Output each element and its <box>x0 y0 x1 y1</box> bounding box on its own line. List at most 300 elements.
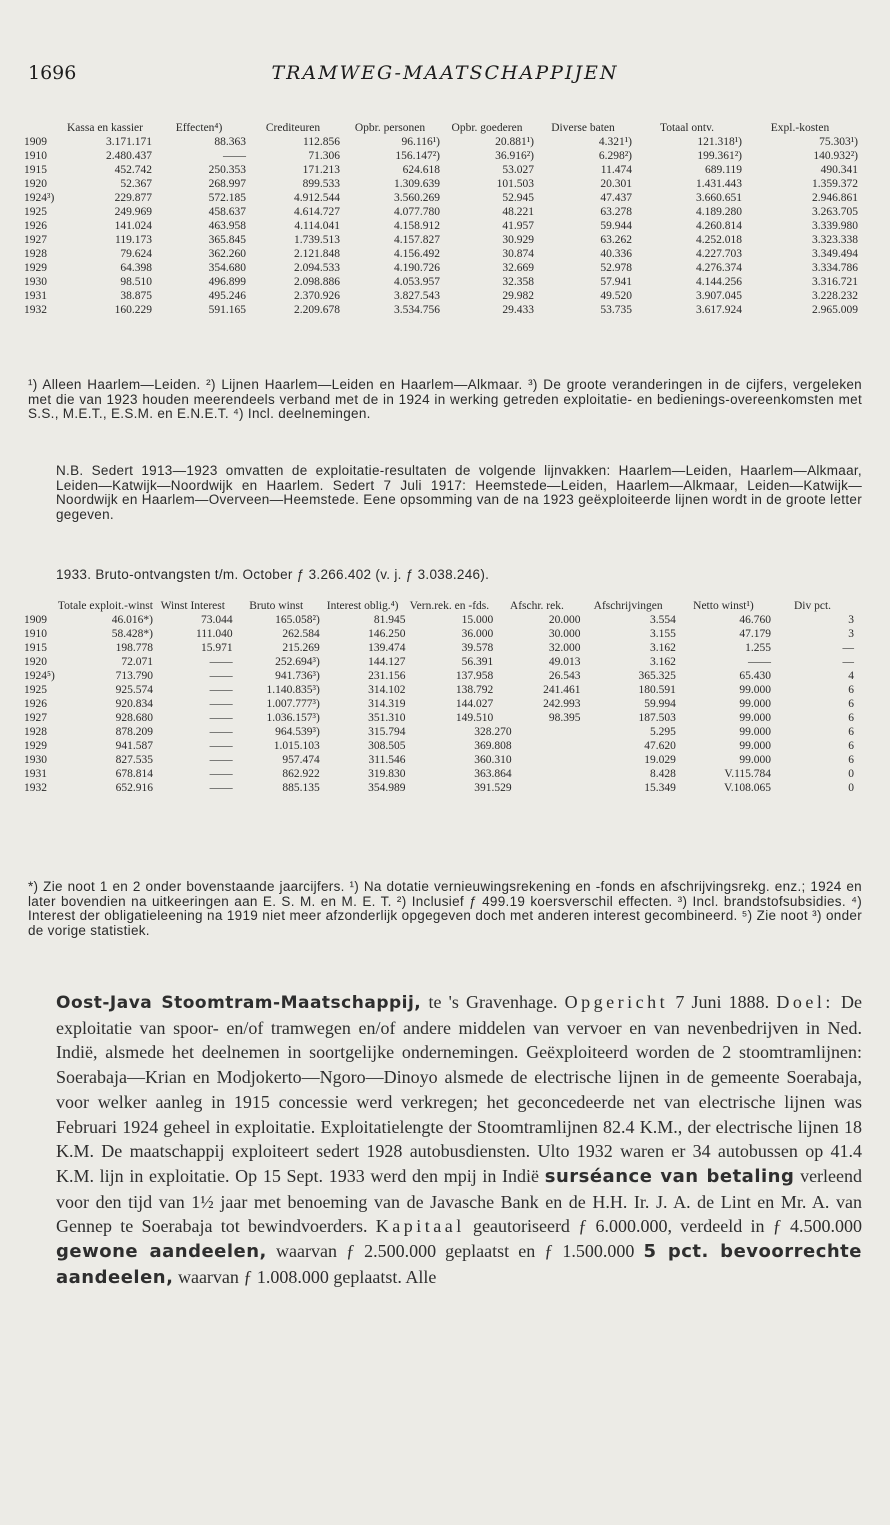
table1-year-cell: 1909 <box>24 136 47 148</box>
table2-value-cell: — <box>842 656 854 668</box>
table2-value-cell: 146.250 <box>368 628 406 640</box>
page-header <box>28 62 862 88</box>
table1-value-cell: 49.520 <box>600 290 632 302</box>
table1-value-cell: 463.958 <box>208 220 246 232</box>
table2-value-cell: — <box>842 642 854 654</box>
table1-value-cell: 3.349.494 <box>812 248 858 260</box>
table1-value-cell: 624.618 <box>402 164 440 176</box>
surseance-term: surséance van betaling <box>544 1165 795 1187</box>
table1-value-cell: 98.510 <box>120 276 152 288</box>
table2-value-cell: 308.505 <box>368 740 406 752</box>
table2-value-cell: 314.102 <box>368 684 406 696</box>
table2-col-header: Netto winst¹) <box>693 600 754 612</box>
table2-value-cell: 99.000 <box>739 684 772 696</box>
table1-row <box>24 177 858 191</box>
table2-value-cell: 391.529 <box>474 782 512 794</box>
company-article <box>28 990 862 1290</box>
table2-value-cell: 827.535 <box>115 754 153 766</box>
table2-value-cell: 149.510 <box>455 712 494 724</box>
table1-value-cell: 2.098.886 <box>294 276 340 288</box>
table2-value-cell: 3.162 <box>649 656 676 668</box>
table1-value-cell: 2.370.926 <box>294 290 340 302</box>
table1-col-header: Effecten⁴) <box>175 122 223 134</box>
table2-value-cell: 56.391 <box>461 656 494 668</box>
table1-value-cell: 29.982 <box>502 290 534 302</box>
table2-value-cell: 319.830 <box>368 768 406 780</box>
table1-value-cell: 36.916²) <box>495 150 534 162</box>
table1-value-cell: 3.171.171 <box>106 136 152 148</box>
table1-value-cell: 79.624 <box>120 248 152 260</box>
table2-value-cell: 46.016*) <box>111 614 153 626</box>
table1-row <box>24 261 858 275</box>
table1-value-cell: 88.363 <box>214 136 246 148</box>
table2-value-cell: —— <box>209 740 233 752</box>
table2-value-cell: 72.071 <box>121 656 153 668</box>
table2-value-cell: 311.546 <box>368 754 406 766</box>
table2-col-header: Interest oblig.⁴) <box>326 600 399 612</box>
table2-year-cell: 1920 <box>24 656 47 668</box>
table2-value-cell: 26.543 <box>548 670 581 682</box>
table1-col-header: Totaal ontv. <box>659 122 715 134</box>
receipts-1933-line: 1933. Bruto-ontvangsten t/m. October ƒ 3.266.402 (v. j. ƒ 3.038.246). <box>56 567 490 582</box>
table1-value-cell: 3.534.756 <box>394 304 440 316</box>
table2-value-cell: —— <box>748 656 772 668</box>
table1-value-cell: 40.336 <box>600 248 632 260</box>
table1-value-cell: 140.932²) <box>813 150 858 162</box>
table1-col-header: Diverse baten <box>551 122 615 134</box>
table1-col-header: Expl.-kosten <box>770 122 830 134</box>
table2-value-cell: 1.140.835³) <box>266 684 320 696</box>
table1-value-cell: 4.053.957 <box>394 276 440 288</box>
kapitaal-text-1: geautoriseerd ƒ 6.000.000, verdeeld in ƒ 4.500.000 <box>472 1216 862 1237</box>
table2-value-cell: 5.295 <box>649 726 676 738</box>
table2-row <box>24 725 854 739</box>
table2-col-header: Bruto winst <box>249 600 304 612</box>
table1-value-cell: 1.359.372 <box>812 178 858 190</box>
table2-value-cell: 1.015.103 <box>273 740 320 752</box>
table1-value-cell: 156.147²) <box>395 150 440 162</box>
table2-value-cell: —— <box>209 670 233 682</box>
table1-value-cell: 268.997 <box>208 178 246 190</box>
table2-value-cell: 241.461 <box>543 684 581 696</box>
table1-value-cell: 30.874 <box>502 248 534 260</box>
table1-value-cell: 20.881¹) <box>495 136 534 148</box>
table2-value-cell: 1.255 <box>745 642 772 654</box>
table2-col-header: Afschr. rek. <box>509 600 564 612</box>
table2-value-cell: 314.319 <box>368 698 406 710</box>
table1-year-cell: 1926 <box>24 220 47 232</box>
table1-value-cell: 2.121.848 <box>294 248 340 260</box>
table2-value-cell: 878.209 <box>115 726 153 738</box>
preference-shares: 5 pct. bevoorrechte aandeelen, <box>56 1241 862 1288</box>
table2-value-cell: 6 <box>848 698 854 710</box>
table2-row <box>24 767 854 781</box>
table1-value-cell: 38.875 <box>120 290 152 302</box>
table2-value-cell: 885.135 <box>282 782 320 794</box>
table2-year-cell: 1924⁵) <box>24 670 55 682</box>
table1-value-cell: 119.173 <box>115 234 152 246</box>
table2-value-cell: —— <box>209 726 233 738</box>
table1-value-cell: 4.252.018 <box>696 234 742 246</box>
table2-value-cell: 198.778 <box>115 642 153 654</box>
table1-value-cell: 2.946.861 <box>812 192 858 204</box>
article-body <box>28 990 862 1290</box>
table2-value-cell: 652.916 <box>115 782 153 794</box>
table2-value-cell: 4 <box>848 670 854 682</box>
table1-year-cell: 1925 <box>24 206 47 218</box>
company-seat: te 's Gravenhage. <box>428 992 558 1012</box>
table2-year-cell: 1910 <box>24 628 47 640</box>
table1-row <box>24 205 858 219</box>
table1-value-cell: 250.353 <box>208 164 246 176</box>
table2-value-cell: 99.000 <box>739 726 772 738</box>
table1-value-cell: 689.119 <box>705 164 742 176</box>
table1-value-cell: 141.024 <box>114 220 152 232</box>
table1-value-cell: 71.306 <box>308 150 340 162</box>
table2-value-cell: 862.922 <box>282 768 320 780</box>
table1-value-cell: 4.157.827 <box>394 234 440 246</box>
table2-value-cell: 351.310 <box>368 712 406 724</box>
table2-row <box>24 613 854 627</box>
table2-row <box>24 739 854 753</box>
table2-value-cell: 49.013 <box>548 656 581 668</box>
table1-value-cell: 3.334.786 <box>812 262 858 274</box>
table1-value-cell: 96.116¹) <box>401 136 440 148</box>
table2-row <box>24 669 854 683</box>
table1-value-cell: 496.899 <box>208 276 246 288</box>
table2-value-cell: 941.736³) <box>275 670 320 682</box>
table2-value-cell: V.108.065 <box>723 782 772 794</box>
table1-value-cell: 32.358 <box>502 276 534 288</box>
table2-value-cell: 99.000 <box>739 712 772 724</box>
table1-value-cell: 490.341 <box>820 164 858 176</box>
table2-value-cell: 0 <box>848 768 854 780</box>
table1-value-cell: 53.027 <box>502 164 534 176</box>
table1-value-cell: 899.533 <box>302 178 340 190</box>
table1-value-cell: 4.189.280 <box>696 206 742 218</box>
table1-value-cell: 48.221 <box>502 206 534 218</box>
table1-value-cell: 229.877 <box>114 192 152 204</box>
table2-row <box>24 655 854 669</box>
surseance-text: verleend voor den tijd van 1½ jaar met benoeming van de Javasche Bank en de H.H. Ir. J. A. de Lint en Mr. A. van Gennep te Soerabaja tot bewindvoerders. <box>56 1165 863 1237</box>
table2-value-cell: 3.155 <box>649 628 676 640</box>
table1-value-cell: 3.617.924 <box>696 304 742 316</box>
table1-year-cell: 1932 <box>24 304 47 316</box>
table2-value-cell: 187.503 <box>638 712 676 724</box>
table2-value-cell: 139.474 <box>368 642 406 654</box>
table2-value-cell: 47.179 <box>739 628 772 640</box>
table1-value-cell: 20.301 <box>600 178 632 190</box>
table1-value-cell: 3.339.980 <box>812 220 858 232</box>
kapitaal-text-2: waarvan ƒ 2.500.000 geplaatst en ƒ 1.500.000 <box>275 1241 635 1262</box>
table1-value-cell: 63.262 <box>600 234 632 246</box>
table1-value-cell: 354.680 <box>208 262 246 274</box>
table2-col-header: Totale exploit.-winst <box>57 600 153 612</box>
table1-row <box>24 149 858 163</box>
table2-value-cell: 15.349 <box>644 782 676 794</box>
table2-col-header: Winst Interest <box>160 600 225 612</box>
table1-value-cell: 4.276.374 <box>696 262 742 274</box>
table2-value-cell: —— <box>209 684 233 696</box>
table2-year-cell: 1930 <box>24 754 47 766</box>
table2-value-cell: 19.029 <box>644 754 676 766</box>
kapitaal-label: Kapitaal <box>375 1216 465 1237</box>
table1-row <box>24 275 858 289</box>
table1-value-cell: 52.367 <box>120 178 152 190</box>
table2-value-cell: 928.680 <box>115 712 153 724</box>
table2-year-cell: 1932 <box>24 782 47 794</box>
table2-value-cell: 215.269 <box>282 642 320 654</box>
table2-col-header: Div pct. <box>793 600 832 612</box>
table1-value-cell: 32.669 <box>502 262 534 274</box>
table2-value-cell: 941.587 <box>115 740 153 752</box>
table2-value-cell: 354.989 <box>368 782 406 794</box>
table2-value-cell: 713.790 <box>115 670 153 682</box>
table2-value-cell: 98.395 <box>548 712 581 724</box>
table2-value-cell: 39.578 <box>461 642 494 654</box>
table1-value-cell: 121.318¹) <box>697 136 742 148</box>
table2-value-cell: 262.584 <box>282 628 320 640</box>
table2-row <box>24 711 854 725</box>
table2-value-cell: 36.000 <box>461 628 494 640</box>
receipts-1933-note <box>28 568 862 583</box>
table1-value-cell: 4.260.814 <box>696 220 742 232</box>
table2-value-cell: 32.000 <box>548 642 581 654</box>
table1-value-cell: 2.209.678 <box>294 304 340 316</box>
doel-label: Doel: <box>776 992 834 1012</box>
table2-value-cell: 30.000 <box>548 628 581 640</box>
table1-row <box>24 219 858 233</box>
table2-value-cell: 3 <box>848 614 854 626</box>
table2-value-cell: 6 <box>848 740 854 752</box>
footnote-block: ¹) Alleen Haarlem—Leiden. ²) Lijnen Haarlem—Leiden en Haarlem—Alkmaar. ³) De groote veranderingen in de cijfers, vergeleken met die van 1923 houden meerendeels verband met de in 1924 in werking getreden exploitatie- en bedienings-overeenkomsten met S.S., M.E.T., E.S.M. en E.N.E.T. ⁴) Incl. deelnemingen. <box>28 377 862 422</box>
table1-value-cell: 249.969 <box>114 206 152 218</box>
table1-value-cell: 59.944 <box>600 220 632 232</box>
table2-value-cell: V.115.784 <box>724 768 772 780</box>
table2-value-cell: 0 <box>848 782 854 794</box>
table1-value-cell: 365.845 <box>208 234 246 246</box>
table2-value-cell: 6 <box>848 684 854 696</box>
table1-value-cell: 4.912.544 <box>294 192 340 204</box>
operating-statistics-table <box>24 122 858 317</box>
table2-year-cell: 1926 <box>24 698 47 710</box>
table1-value-cell: 6.298²) <box>598 150 632 162</box>
table2-value-cell: —— <box>209 698 233 710</box>
table2-value-cell: 15.971 <box>200 642 233 654</box>
nb-paragraph: N.B. Sedert 1913—1923 omvatten de exploitatie-resultaten de volgende lijnvakken: Haarlem—Leiden, Haarlem—Alkmaar, Leiden—Katwijk—Noordwijk en Haarlem. Sedert 7 Juli 1917: Heemstede—Leiden, Haarlem—Alkmaar, Leiden—Katwijk—Noordwijk en Haarlem—Overveen—Heemstede. Eene opsomming van de na 1923 geëxploiteerde lijnen wordt in de groote letter gegeven. <box>56 463 862 522</box>
opgericht-date: 7 Juni 1888. <box>675 992 770 1012</box>
table1-value-cell: 64.398 <box>120 262 152 274</box>
table2-value-cell: 180.591 <box>638 684 676 696</box>
table2-value-cell: —— <box>209 656 233 668</box>
table1-value-cell: 11.474 <box>600 164 632 176</box>
table2-row <box>24 697 854 711</box>
table2-value-cell: 81.945 <box>373 614 406 626</box>
table2-value-cell: 8.428 <box>649 768 676 780</box>
table2-year-cell: 1925 <box>24 684 47 696</box>
table1-value-cell: 4.156.492 <box>394 248 440 260</box>
table2-value-cell: 369.808 <box>474 740 512 752</box>
table2-value-cell: —— <box>209 782 233 794</box>
table2-value-cell: 252.694³) <box>275 656 320 668</box>
table2-value-cell: 15.000 <box>461 614 494 626</box>
table1-year-cell: 1931 <box>24 290 47 302</box>
table1-value-cell: —— <box>223 150 246 162</box>
table1-value-cell: 1.739.513 <box>294 234 340 246</box>
table2-value-cell: 59.994 <box>644 698 676 710</box>
table2-row <box>24 753 854 767</box>
table2-value-cell: 360.310 <box>474 754 512 766</box>
table2-value-cell: 925.574 <box>115 684 153 696</box>
table2-value-cell: 6 <box>848 712 854 724</box>
table1-row <box>24 247 858 261</box>
table1-col-header: Crediteuren <box>265 122 321 134</box>
table1-value-cell: 171.213 <box>302 164 340 176</box>
table2-value-cell: 231.156 <box>368 670 406 682</box>
table1-col-header: Opbr. personen <box>354 122 426 134</box>
table2-value-cell: 144.027 <box>455 698 494 710</box>
table1-value-cell: 3.228.232 <box>812 290 858 302</box>
table1-year-cell: 1927 <box>24 234 47 246</box>
table2-value-cell: 6 <box>848 726 854 738</box>
gewone-aandeelen: gewone aandeelen, <box>56 1241 267 1263</box>
table2-value-cell: 73.044 <box>200 614 233 626</box>
table2-value-cell: 3 <box>848 628 854 640</box>
company-name: Oost-Java Stoomtram-Maatschappij, <box>56 993 422 1013</box>
table1-value-cell: 572.185 <box>208 192 246 204</box>
table1-row <box>24 135 858 149</box>
page-number: 1696 <box>28 62 77 84</box>
table1-row <box>24 303 858 317</box>
table1-col-header: Kassa en kassier <box>66 122 143 134</box>
table1-value-cell: 452.742 <box>114 164 152 176</box>
table2-value-cell: 46.760 <box>739 614 772 626</box>
table1-value-cell: 112.856 <box>303 136 340 148</box>
table1-value-cell: 2.480.437 <box>106 150 152 162</box>
table1-value-cell: 362.260 <box>208 248 246 260</box>
nb-note <box>28 464 862 522</box>
table1-value-cell: 52.978 <box>600 262 632 274</box>
table2-year-cell: 1928 <box>24 726 47 738</box>
table1-year-cell: 1920 <box>24 178 47 190</box>
table1-value-cell: 4.190.726 <box>394 262 440 274</box>
table1-value-cell: 4.614.727 <box>294 206 340 218</box>
table1-row <box>24 289 858 303</box>
table2-value-cell: 99.000 <box>739 698 772 710</box>
table1-year-cell: 1915 <box>24 164 47 176</box>
table1-value-cell: 75.303¹) <box>819 136 858 148</box>
table1-value-cell: 30.929 <box>502 234 534 246</box>
table1-value-cell: 4.114.041 <box>294 220 340 232</box>
table2-value-cell: 111.040 <box>196 628 233 640</box>
table2-year-cell: 1927 <box>24 712 47 724</box>
table2-value-cell: 920.834 <box>115 698 153 710</box>
table1-year-cell: 1930 <box>24 276 47 288</box>
table1-year-cell: 1910 <box>24 150 47 162</box>
table1-value-cell: 2.094.533 <box>294 262 340 274</box>
table1-row <box>24 233 858 247</box>
table2-value-cell: 99.000 <box>739 740 772 752</box>
table1-value-cell: 101.503 <box>496 178 534 190</box>
running-title: TRAMWEG-MAATSCHAPPIJEN <box>271 62 619 84</box>
table1-year-cell: 1928 <box>24 248 47 260</box>
table1-value-cell: 47.437 <box>600 192 632 204</box>
table1-value-cell: 4.227.703 <box>696 248 742 260</box>
table2-value-cell: —— <box>209 768 233 780</box>
table1-col-header: Opbr. goederen <box>451 122 523 134</box>
table2-value-cell: 20.000 <box>548 614 581 626</box>
table1-value-cell: 4.321¹) <box>598 136 632 148</box>
table1-year-cell: 1929 <box>24 262 47 274</box>
table1-value-cell: 52.945 <box>502 192 534 204</box>
table1-year-cell: 1924³) <box>24 192 55 204</box>
table1-value-cell: 3.316.721 <box>812 276 858 288</box>
table2-col-header: Vern.rek. en -fds. <box>409 600 490 612</box>
opgericht-label: Opgericht <box>564 992 669 1012</box>
table2-year-cell: 1909 <box>24 614 47 626</box>
table1-value-cell: 3.660.651 <box>696 192 742 204</box>
table2-value-cell: 3.554 <box>649 614 676 626</box>
table2-value-cell: 144.127 <box>368 656 406 668</box>
table2-row <box>24 781 854 795</box>
table2-row <box>24 683 854 697</box>
table2-value-cell: 137.958 <box>455 670 494 682</box>
table2-value-cell: 1.036.157³) <box>266 712 320 724</box>
table1-row <box>24 191 858 205</box>
table2-col-header <box>24 600 58 613</box>
table2-year-cell: 1915 <box>24 642 47 654</box>
table2-value-cell: 678.814 <box>115 768 153 780</box>
table1-value-cell: 63.278 <box>600 206 632 218</box>
table1-value-cell: 495.246 <box>208 290 246 302</box>
table1-value-cell: 2.965.009 <box>812 304 858 316</box>
table2-value-cell: 99.000 <box>739 754 772 766</box>
table2-value-cell: 1.007.777³) <box>266 698 320 710</box>
table1-value-cell: 1.431.443 <box>696 178 742 190</box>
doel-text: De exploitatie van spoor- en/of tramwegen en/of andere middelen van vervoer en van nevenbedrijven in Ned. Indië, alsmede het deelnemen in soortgelijke ondernemingen. Geëxploiteerd worden de 2 stoomtramlijnen: Soerabaja—Krian en Modjokerto—Ngoro—Dinoyo alsmede de electrische lijnen in de gemeente Soerabaja, voor welker aanleg in 1915 concessie werd verkregen; het geconcedeerde net van electrische lijnen was Februari 1924 geheel in exploitatie. Exploitatielengte der Stoomtramlijnen 82.4 K.M., der electrische lijnen 18 K.M. De maatschappij exploiteert sedert 1928 autobusdiensten. Ulto 1932 waren er 34 autobussen op 41.4 K.M. lijn in exploitatie. Op 15 Sept. 1933 werd den mpij in Indië <box>56 992 862 1186</box>
table1-value-cell: 3.560.269 <box>394 192 440 204</box>
table2-value-cell: 365.325 <box>638 670 676 682</box>
table1-value-cell: 458.637 <box>208 206 246 218</box>
table1-value-cell: 3.263.705 <box>812 206 858 218</box>
table1-col-header <box>24 122 58 135</box>
table1-value-cell: 3.827.543 <box>394 290 440 302</box>
table2-value-cell: 165.058²) <box>275 614 320 626</box>
table2-value-cell: 957.474 <box>282 754 320 766</box>
table2-value-cell: 138.792 <box>455 684 494 696</box>
table2-value-cell: 58.428*) <box>111 628 153 640</box>
footnotes-table-2 <box>28 880 862 938</box>
table2-value-cell: —— <box>209 712 233 724</box>
table1-value-cell: 591.165 <box>208 304 246 316</box>
table1-value-cell: 1.309.639 <box>394 178 440 190</box>
table2-value-cell: 47.620 <box>644 740 676 752</box>
table1-value-cell: 4.158.912 <box>394 220 440 232</box>
table2-row <box>24 627 854 641</box>
table2-year-cell: 1929 <box>24 740 47 752</box>
table2-value-cell: 3.162 <box>649 642 676 654</box>
table1-value-cell: 41.957 <box>502 220 534 232</box>
table2-value-cell: 363.864 <box>474 768 512 780</box>
table1-value-cell: 199.361²) <box>697 150 742 162</box>
table2-value-cell: 6 <box>848 754 854 766</box>
table1-value-cell: 53.735 <box>600 304 632 316</box>
table2-year-cell: 1931 <box>24 768 47 780</box>
footnote-block-2: *) Zie noot 1 en 2 onder bovenstaande jaarcijfers. ¹) Na dotatie vernieuwingsrekening en -fonds en afschrijvingsrekg. enz.; 1924 en later bovendien na uitkeeringen aan E. S. M. en M. E. T. ²) Inclusief ƒ 499.19 koersverschil effecten. ³) Incl. brandstofsubsidies. ⁴) Interest der obligatieleening na 1919 niet meer afzonderlijk opgegeven doch met anderen interest gecombineerd. ⁵) Zie noot ³) onder de vorige statistiek. <box>28 879 862 938</box>
table2-value-cell: 242.993 <box>543 698 581 710</box>
table1-value-cell: 57.941 <box>600 276 632 288</box>
table1-value-cell: 29.433 <box>502 304 534 316</box>
